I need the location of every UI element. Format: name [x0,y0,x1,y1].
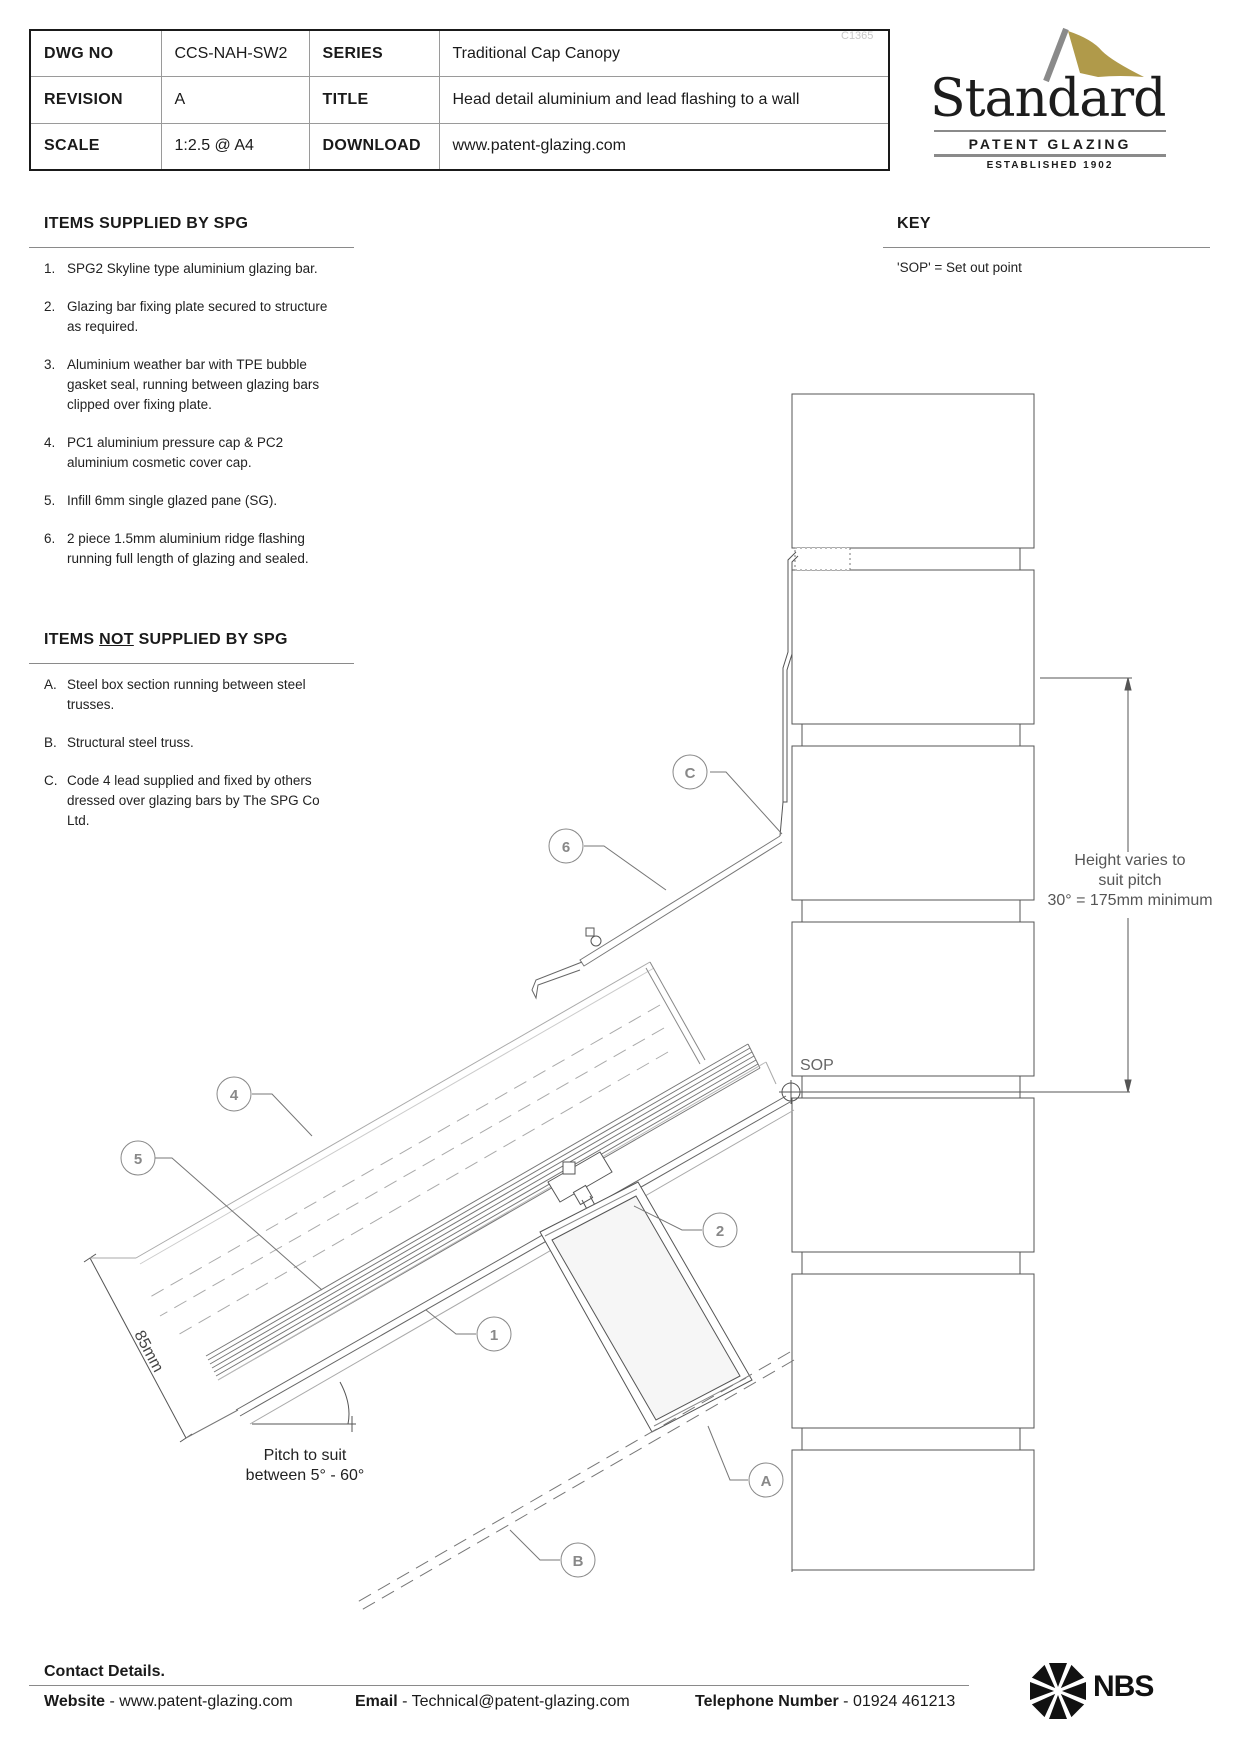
supplied-item: 6. 2 piece 1.5mm aluminium ridge flashing running full length of glazing and sealed. [44,531,309,566]
not-supplied-item: B. Structural steel truss. [44,735,194,750]
svg-text:1: 1 [489,1327,499,1344]
supplied-item: 1. SPG2 Skyline type aluminium glazing bar. [44,261,318,276]
footer-website: Website - www.patent-glazing.com [44,1693,293,1710]
logo-subtitle: PATENT GLAZING [968,136,1132,152]
callout-4 [217,1077,251,1111]
footer-email: Email - Technical@patent-glazing.com [355,1693,630,1710]
revision-label: REVISION [31,77,161,124]
scale-label: SCALE [31,123,161,169]
download-link[interactable]: www.patent-glazing.com [439,123,888,169]
callout-a [749,1463,783,1497]
contact-rule [29,1685,969,1686]
supplied-item: 3. Aluminium weather bar with TPE bubble gasket seal, running between glazing bars clipped over fixing plate. [44,357,320,412]
not-supplied-item: C. Code 4 lead supplied and fixed by others dressed over glazing bars by The SPG Co Ltd. [44,773,320,828]
callout-c [673,755,707,789]
sop-label: SOP [800,1057,834,1074]
pitch-note: Pitch to suit between 5° - 60° [245,1447,365,1484]
website-link[interactable]: www.patent-glazing.com [119,1693,293,1710]
callout-6 [549,829,583,863]
logo-wordmark: Standard [930,69,1166,129]
key-text: 'SOP' = Set out point [897,260,1022,275]
supplied-heading: ITEMS SUPPLIED BY SPG [44,215,249,232]
brick-wall [792,394,1034,1572]
series-label: SERIES [309,31,439,77]
nbs-logo-text: NBS [1093,1670,1154,1703]
scale-value: 1:2.5 @ A4 [161,123,309,169]
phone-number: 01924 461213 [852,1693,956,1710]
footer-phone: Telephone Number - 01924 461213 [695,1693,956,1710]
callout-5 [121,1141,155,1175]
dim-85mm [84,1254,238,1442]
svg-text:A: A [760,1473,772,1490]
svg-text:C: C [684,765,696,782]
not-supplied-heading: ITEMS NOT SUPPLIED BY SPG [44,631,288,648]
fixing-plate [548,1152,612,1205]
leader-lines [154,772,782,1560]
not-supplied-item: A. Steel box section running between steel trusses. [44,677,306,712]
svg-text:4: 4 [229,1087,239,1104]
callout-b [561,1543,595,1577]
svg-text:2: 2 [715,1223,725,1240]
revision-value: A [161,77,309,124]
svg-text:6: 6 [561,839,571,856]
dim-85mm-label: 85mm [130,1327,167,1376]
download-label: DOWNLOAD [309,123,439,169]
title-label: TITLE [309,77,439,124]
dwg-no-value: CCS-NAH-SW2 [161,31,309,77]
email-link[interactable]: Technical@patent-glazing.com [411,1693,630,1710]
contact-heading: Contact Details. [44,1663,165,1680]
supplied-item: 4. PC1 aluminium pressure cap & PC2 aluminium cosmetic cover cap. [44,435,284,470]
height-note: Height varies to suit pitch 30° = 175mm minimum [1047,852,1213,909]
svg-text:B: B [572,1553,584,1570]
drawing-ref-code: C1365 [841,30,874,42]
pitch-indicator [252,1382,356,1432]
logo-established: ESTABLISHED 1902 [986,160,1114,171]
ridge-flashing [580,836,782,966]
callout-2 [703,1213,737,1247]
callout-1 [477,1317,511,1351]
svg-text:5: 5 [133,1151,143,1168]
dwg-no-label: DWG NO [31,31,161,77]
supplied-item: 2. Glazing bar fixing plate secured to structure as required. [44,299,328,334]
series-value: Traditional Cap Canopy [439,31,888,77]
title-value: Head detail aluminium and lead flashing to a wall [439,77,888,124]
key-heading: KEY [897,215,931,232]
supplied-item: 5. Infill 6mm single glazed pane (SG). [44,493,278,508]
nbs-logo-icon [1027,1660,1089,1722]
